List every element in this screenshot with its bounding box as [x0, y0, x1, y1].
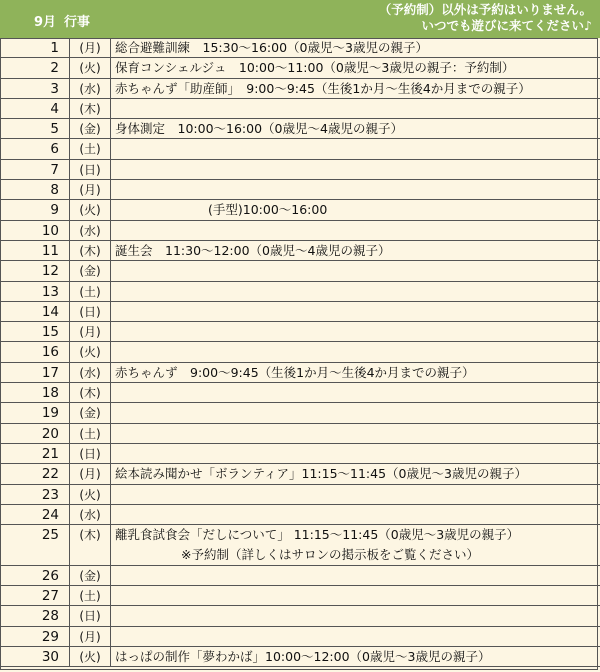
calendar-row [0, 464, 600, 484]
day-number: 1 [0, 38, 70, 57]
weekday: (水) [70, 505, 111, 524]
calendar-row [0, 586, 600, 606]
day-number: 3 [0, 79, 70, 98]
calendar-row [0, 58, 600, 78]
weekday: (水) [70, 79, 111, 98]
calendar-row [0, 403, 600, 423]
event-text [112, 464, 600, 483]
day-number: 6 [0, 139, 70, 158]
event-line: 総合避難訓練 15:30〜16:00（0歳児〜3歳児の親子） [115, 40, 428, 55]
event-line: 赤ちゃんず「助産師」 9:00〜9:45（生後1か月〜生後4か月までの親子） [115, 80, 531, 96]
event-text [112, 586, 600, 605]
header-note-line1: （予約制）以外は予約はいりません。 [378, 2, 592, 17]
weekday: (火) [70, 200, 111, 219]
calendar-row [0, 505, 600, 525]
weekday: (金) [70, 119, 111, 138]
weekday: (日) [70, 160, 111, 179]
header-note-line2: いつでも遊びに来てください♪ [421, 18, 592, 33]
calendar-row [0, 444, 600, 464]
event-text [112, 302, 600, 321]
header-note [379, 2, 592, 34]
day-number: 15 [0, 322, 70, 341]
day-number: 10 [0, 221, 70, 240]
weekday: (火) [70, 342, 111, 361]
day-number: 17 [0, 363, 70, 382]
day-number: 13 [0, 282, 70, 301]
weekday: (土) [70, 424, 111, 443]
event-text [112, 342, 600, 361]
day-number: 26 [0, 566, 70, 585]
day-number: 23 [0, 485, 70, 504]
calendar-row [0, 606, 600, 626]
calendar-row [0, 566, 600, 586]
event-text [112, 221, 600, 240]
day-number: 7 [0, 160, 70, 179]
calendar-row [0, 525, 600, 566]
weekday: (月) [70, 322, 111, 341]
day-number: 8 [0, 180, 70, 199]
event-text [112, 160, 600, 179]
event-text [112, 627, 600, 646]
event-text [112, 444, 600, 463]
event-text [112, 79, 600, 98]
calendar-row [0, 221, 600, 241]
weekday: (土) [70, 586, 111, 605]
day-number: 9 [0, 200, 70, 219]
month-label: 9月 [34, 15, 57, 30]
weekday: (金) [70, 403, 111, 422]
weekday: (日) [70, 302, 111, 321]
event-text [112, 647, 600, 666]
event-text [112, 505, 600, 524]
day-number: 18 [0, 383, 70, 402]
calendar-row [0, 160, 600, 180]
weekday: (日) [70, 444, 111, 463]
day-number: 16 [0, 342, 70, 361]
day-number: 5 [0, 119, 70, 138]
event-text [112, 99, 600, 118]
event-line: 離乳食試食会「だしについて」 11:15〜11:45（0歳児〜3歳児の親子） [115, 527, 520, 543]
calendar-row [0, 627, 600, 647]
event-text [112, 403, 600, 422]
event-text [112, 119, 600, 138]
weekday: (木) [70, 525, 111, 565]
event-note-line: ※予約制（詳しくはサロンの掲示板をご覧ください） [181, 547, 479, 563]
calendar-row [0, 119, 600, 139]
event-text [112, 383, 600, 402]
event-line: はっぱの制作「夢わかば」10:00〜12:00（0歳児〜3歳児の親子） [115, 648, 491, 664]
day-number: 29 [0, 627, 70, 646]
calendar-row [0, 99, 600, 119]
calendar-row [0, 424, 600, 444]
day-number: 21 [0, 444, 70, 463]
calendar-row [0, 322, 600, 342]
weekday: (月) [70, 464, 111, 483]
weekday: (水) [70, 363, 111, 382]
calendar-row [0, 139, 600, 159]
event-line: (手型)10:00〜16:00 [208, 202, 328, 218]
weekday: (土) [70, 139, 111, 158]
event-text [112, 485, 600, 504]
day-number: 28 [0, 606, 70, 625]
calendar-row [0, 282, 600, 302]
calendar-rows [0, 38, 600, 667]
event-line: 保育コンシェルジュ 10:00〜11:00（0歳児〜3歳児の親子：予約制） [115, 60, 515, 76]
weekday: (火) [70, 58, 111, 77]
day-number: 30 [0, 647, 70, 666]
event-text [112, 282, 600, 301]
event-text [112, 606, 600, 625]
day-number: 11 [0, 241, 70, 260]
weekday: (金) [70, 261, 111, 280]
calendar-row [0, 180, 600, 200]
calendar-row [0, 200, 600, 220]
calendar-row [0, 261, 600, 281]
calendar-row [0, 79, 600, 99]
weekday: (日) [70, 606, 111, 625]
day-number: 2 [0, 58, 70, 77]
calendar-row [0, 342, 600, 362]
weekday: (月) [70, 627, 111, 646]
event-text [112, 139, 600, 158]
weekday: (木) [70, 383, 111, 402]
weekday: (木) [70, 99, 111, 118]
day-number: 24 [0, 505, 70, 524]
event-text [112, 566, 600, 585]
calendar-row [0, 241, 600, 261]
day-number: 14 [0, 302, 70, 321]
event-line: 誕生会 11:30〜12:00（0歳児〜4歳児の親子） [115, 242, 391, 258]
header-title: 行事 [64, 15, 91, 30]
weekday: (水) [70, 221, 111, 240]
calendar-row [0, 38, 600, 58]
weekday: (月) [70, 180, 111, 199]
event-text [112, 38, 600, 57]
day-number: 27 [0, 586, 70, 605]
event-text [112, 261, 600, 280]
event-line: 赤ちゃんず 9:00〜9:45（生後1か月〜生後4か月までの親子） [115, 364, 475, 380]
event-text [112, 322, 600, 341]
weekday: (土) [70, 282, 111, 301]
calendar-row [0, 363, 600, 383]
day-number: 19 [0, 403, 70, 422]
calendar-row [0, 302, 600, 322]
weekday: (火) [70, 485, 111, 504]
calendar-header [0, 0, 600, 38]
event-text [112, 241, 600, 260]
event-line: 身体測定 10:00〜16:00（0歳児〜4歳児の親子） [115, 121, 403, 137]
day-number: 4 [0, 99, 70, 118]
event-text [112, 200, 600, 219]
day-number: 22 [0, 464, 70, 483]
event-text [112, 58, 600, 77]
calendar-row [0, 485, 600, 505]
event-text [112, 525, 600, 565]
weekday: (火) [70, 647, 111, 666]
day-number: 20 [0, 424, 70, 443]
event-text [112, 363, 600, 382]
event-line: 絵本読み聞かせ「ボランティア」11:15〜11:45（0歳児〜3歳児の親子） [115, 466, 527, 482]
weekday: (木) [70, 241, 111, 260]
weekday: (月) [70, 38, 111, 57]
header-left [34, 11, 98, 30]
calendar-row [0, 647, 600, 667]
event-text [112, 424, 600, 443]
calendar-row [0, 383, 600, 403]
event-text [112, 180, 600, 199]
day-number: 12 [0, 261, 70, 280]
day-number: 25 [0, 525, 70, 565]
weekday: (金) [70, 566, 111, 585]
